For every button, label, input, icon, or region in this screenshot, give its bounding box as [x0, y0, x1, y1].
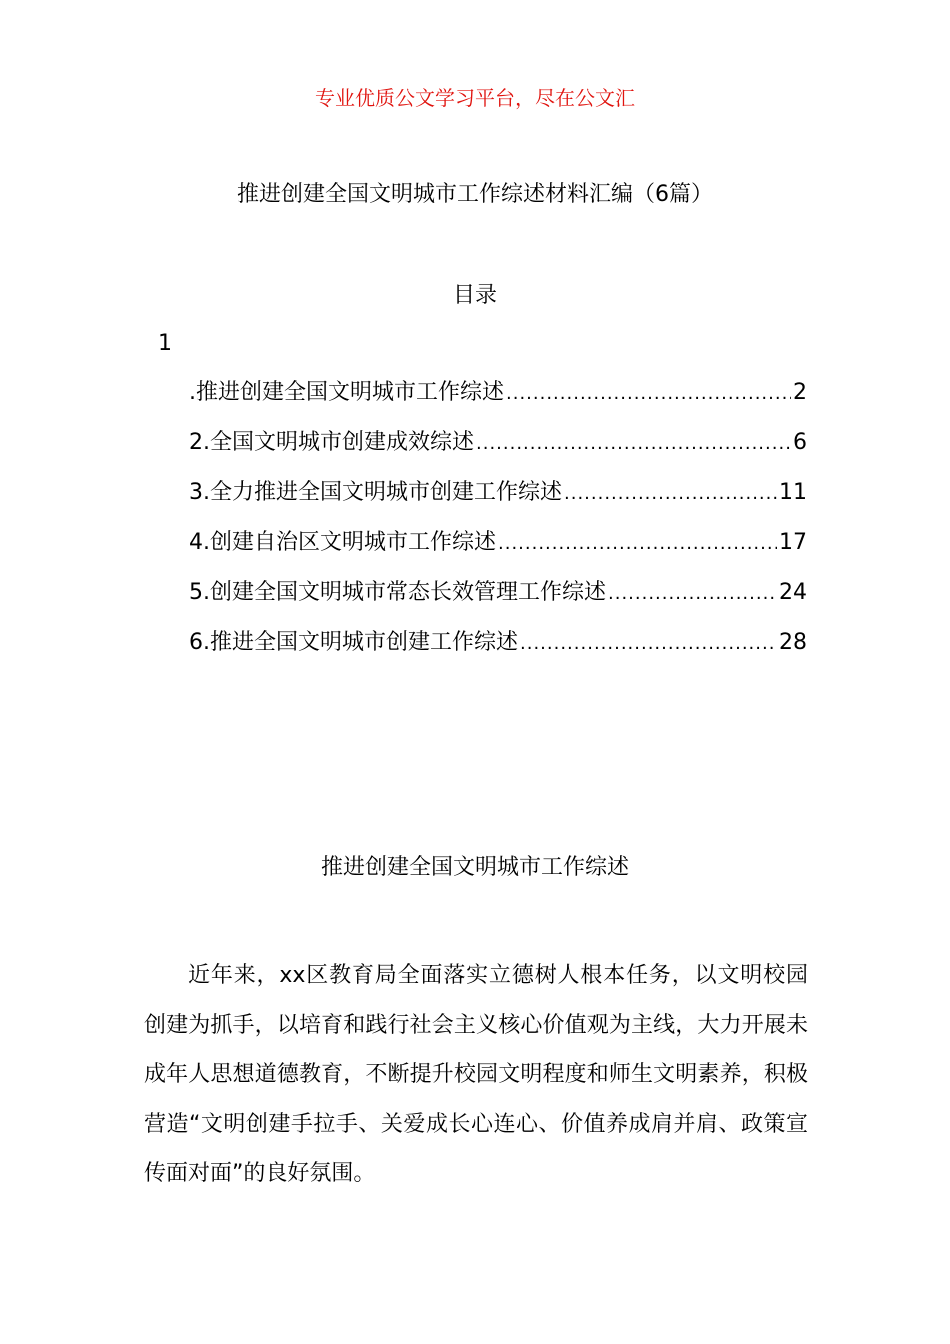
toc-entry-page: 28 [779, 630, 807, 655]
toc-dot-leader [506, 378, 791, 410]
document-title: 推进创建全国文明城市工作综述材料汇编（6篇） [237, 182, 713, 207]
toc-entry-title: 2.全国文明城市创建成效综述 [189, 430, 474, 455]
toc-entry-title: 5.创建全国文明城市常态长效管理工作综述 [189, 580, 606, 605]
toc-heading: 目录 [452, 283, 497, 308]
toc-entry[interactable] [189, 377, 807, 427]
body-paragraph: 近年来，xx区教育局全面落实立德树人根本任务，以文明校园创建为抓手，以培育和践行社会主义核心价值观为主线，大力开展未成年人思想道德教育，不断提升校园文明程度和师生文明素养，积极营造“文明创建手拉手、关爱成长心连心、价值养成肩并肩、政策宣传面对面”的良好氛围。 [144, 963, 808, 1186]
toc-entry[interactable] [189, 627, 807, 677]
toc-dot-leader [476, 428, 791, 460]
toc-entry-page: 24 [779, 580, 807, 605]
section-title: 推进创建全国文明城市工作综述 [320, 855, 629, 880]
toc-entry-title: .推进创建全国文明城市工作综述 [189, 380, 504, 405]
toc-entry-page: 11 [779, 480, 807, 505]
table-of-contents [189, 377, 807, 677]
toc-dot-leader [520, 628, 777, 660]
toc-leading-number: 1 [158, 331, 172, 356]
toc-entry[interactable] [189, 477, 807, 527]
toc-entry[interactable] [189, 527, 807, 577]
toc-entry[interactable] [189, 577, 807, 627]
toc-entry-title: 6.推进全国文明城市创建工作综述 [189, 630, 518, 655]
toc-entry-title: 3.全力推进全国文明城市创建工作综述 [189, 480, 562, 505]
toc-entry-page: 17 [779, 530, 807, 555]
toc-entry-page: 2 [793, 380, 807, 405]
toc-entry-page: 6 [793, 430, 807, 455]
toc-dot-leader [608, 578, 777, 610]
toc-entry[interactable] [189, 427, 807, 477]
platform-banner: 专业优质公文学习平台，尽在公文汇 [315, 86, 635, 110]
toc-entry-title: 4.创建自治区文明城市工作综述 [189, 530, 496, 555]
toc-dot-leader [498, 528, 777, 560]
toc-dot-leader [564, 478, 777, 510]
